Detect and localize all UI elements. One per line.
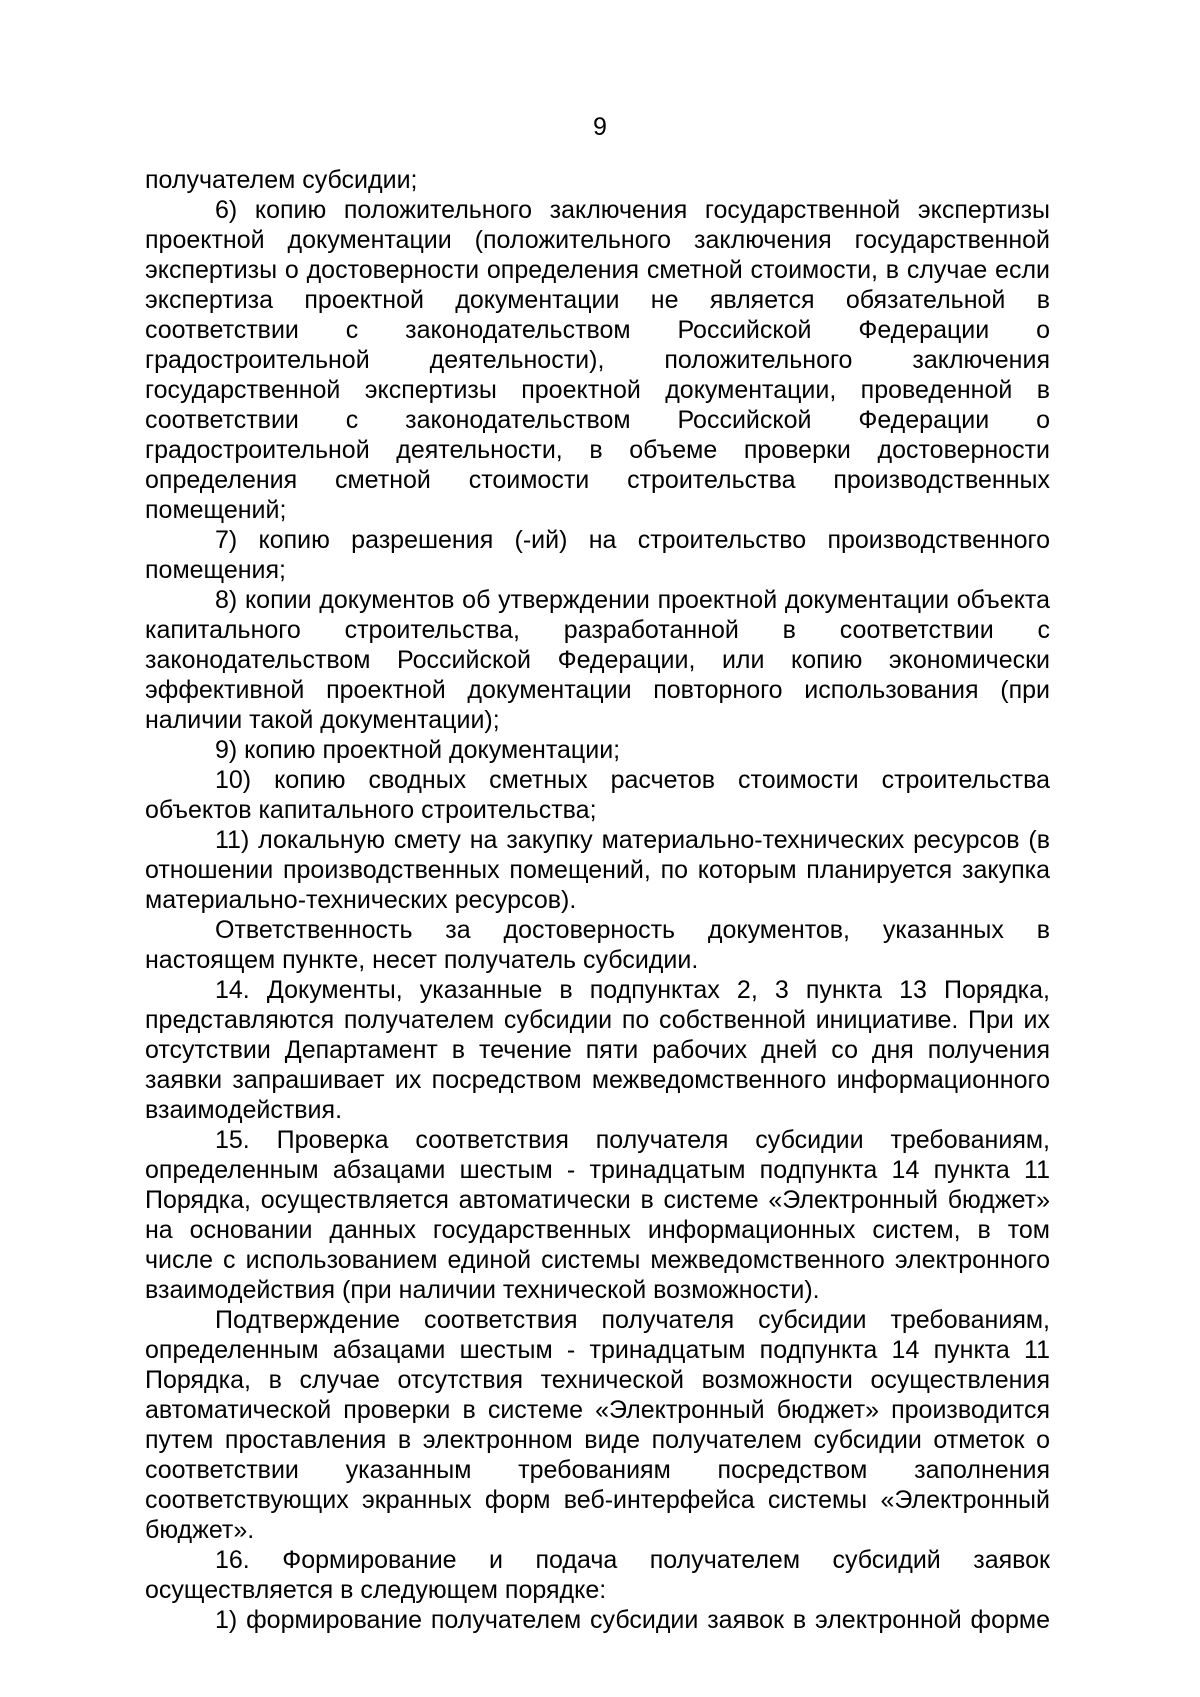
document-body: [145, 165, 1050, 1635]
paragraph-clause-15: 15. Проверка соответствия получателя субсидии требованиям, определенным абзацами шестым - тринадцатым подпункта 14 пункта 11 Порядка, осуществляется автоматически в системе «Электронный бюджет» на основании данных государственных информационных систем, в том числе с использованием единой системы межведомственного электронного взаимодействия (при наличии технической возможности).: [145, 1126, 1050, 1304]
page-number: 9: [593, 113, 607, 141]
paragraph-item-9: 9) копию проектной документации;: [215, 736, 621, 764]
paragraph-item-7: 7) копию разрешения (-ий) на строительство производственного помещения;: [145, 526, 1050, 584]
paragraph-clause-14: 14. Документы, указанные в подпунктах 2, 3 пункта 13 Порядка, представляются получателем субсидии по собственной инициативе. При их отсутствии Департамент в течение пяти рабочих дней со дня получения заявки запрашивает их посредством межведомственного информационного взаимодействия.: [145, 976, 1050, 1124]
paragraph-item-6: 6) копию положительного заключения государственной экспертизы проектной документации (положительного заключения государственной экспертизы о достоверности определения сметной стоимости, в случае если экспертиза проектной документации не является обязательной в соответствии с законодательством Российской Федерации о градостроительной деятельности), положительного заключения государственной экспертизы проектной документации, проведенной в соответствии с законодательством Российской Федерации о градостроительной деятельности, в объеме проверки достоверности определения сметной стоимости строительства производственных помещений;: [145, 196, 1050, 524]
paragraph-confirmation: Подтверждение соответствия получателя субсидии требованиям, определенным абзацами шестым - тринадцатым подпункта 14 пункта 11 Порядка, в случае отсутствия технической возможности осуществления автоматической проверки в системе «Электронный бюджет» производится путем проставления в электронном виде получателем субсидии отметок о соответствии указанным требованиям посредством заполнения соответствующих экранных форм веб-интерфейса системы «Электронный бюджет».: [145, 1306, 1050, 1544]
paragraph-item-10: 10) копию сводных сметных расчетов стоимости строительства объектов капитального строительства;: [145, 766, 1050, 824]
paragraph-clause-16: 16. Формирование и подача получателем субсидий заявок осуществляется в следующем порядке:: [145, 1546, 1050, 1604]
paragraph-responsibility: Ответственность за достоверность документов, указанных в настоящем пункте, несет получатель субсидии.: [145, 916, 1050, 974]
paragraph-item-11: 11) локальную смету на закупку материально-технических ресурсов (в отношении производственных помещений, по которым планируется закупка материально-технических ресурсов).: [145, 826, 1050, 914]
paragraph-continuation: получателем субсидии;: [145, 166, 418, 194]
paragraph-subitem-1: 1) формирование получателем субсидии заявок в электронной форме: [215, 1606, 1050, 1634]
paragraph-item-8: 8) копии документов об утверждении проектной документации объекта капитального строительства, разработанной в соответствии с законодательством Российской Федерации, или копию экономически эффективной проектной документации повторного использования (при наличии такой документации);: [145, 586, 1050, 734]
